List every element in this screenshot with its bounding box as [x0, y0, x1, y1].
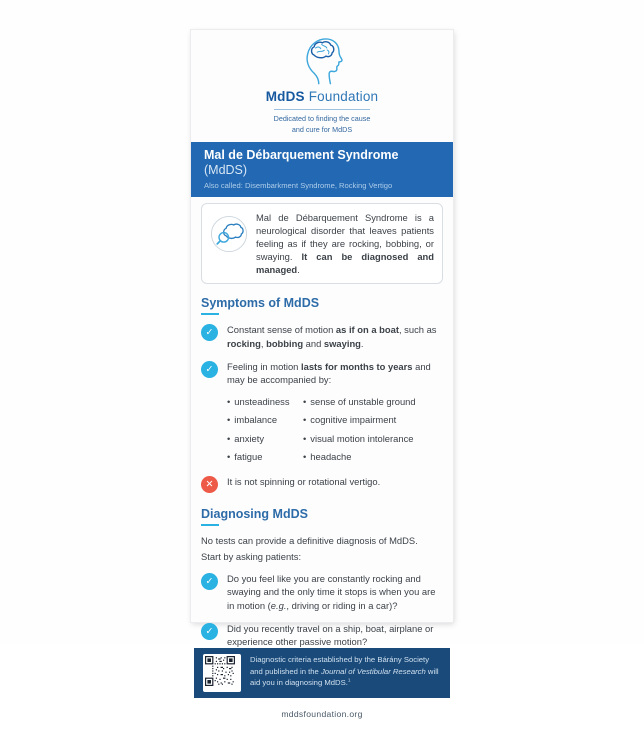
- card-body: [191, 197, 453, 648]
- list-item: • anxiety: [227, 432, 265, 444]
- diagnosing-bullet: [201, 572, 443, 611]
- bullet-dot: •: [227, 395, 231, 407]
- negative-bullet: [201, 475, 443, 493]
- tagline-line-2: and cure for MdDS: [291, 124, 353, 134]
- bullet-dot: •: [227, 432, 231, 444]
- diagnosing-intro-line-2: Start by asking patients:: [201, 550, 302, 562]
- citation-text: Diagnostic criteria established by the Bárány Society and published in the Journal of Vestibular Research will aid you in diagnosing MdDS.$^1$: [250, 655, 439, 688]
- symptom-bullet: [201, 323, 443, 349]
- brand-tagline: [191, 114, 453, 136]
- list-item: • visual motion intolerance: [303, 432, 414, 444]
- bullet-dot: •: [303, 414, 307, 426]
- list-item: • headache: [303, 451, 352, 463]
- diagnosing-intro-line-1: No tests can provide a definitive diagnosis of MdDS.: [201, 535, 418, 546]
- check-icon: ✓: [201, 623, 218, 640]
- symptom-bullet: [201, 360, 443, 386]
- page-title: Mal de Débarquement Syndrome (MdDS): [204, 147, 399, 177]
- bullet-dot: •: [303, 395, 307, 407]
- symptom-bullet-text: Constant sense of motion as if on a boat, such as rocking, bobbing and swaying.: [227, 324, 437, 349]
- symptom-sub-column-right: [303, 392, 416, 466]
- heading-accent-bar: [201, 524, 219, 526]
- check-icon: ✓: [201, 361, 218, 378]
- title-band: [191, 142, 453, 197]
- heading-accent-bar: [201, 313, 219, 315]
- intro-box: [201, 203, 443, 285]
- diagnosing-bullet: [201, 622, 443, 648]
- check-icon: ✓: [201, 324, 218, 341]
- check-icon: ✓: [201, 573, 218, 590]
- list-item: • fatigue: [227, 451, 263, 463]
- diagnosing-heading: Diagnosing MdDS: [201, 507, 308, 521]
- rack-card: [191, 30, 453, 720]
- symptom-sub-column-left: [227, 392, 303, 466]
- logo-header: [191, 30, 453, 136]
- symptom-bullet-text: Feeling in motion lasts for months to years and may be accompanied by:: [227, 360, 431, 385]
- bullet-dot: •: [303, 432, 307, 444]
- list-item: • cognitive impairment: [303, 414, 397, 426]
- bullet-dot: •: [303, 451, 307, 463]
- qr-code-icon: [203, 654, 241, 692]
- brain-magnifier-icon: [210, 215, 248, 253]
- website-url: mddsfoundation.org: [281, 709, 363, 720]
- brain-head-logo-icon: [301, 37, 343, 85]
- citation-footer: [194, 648, 450, 698]
- intro-text: Mal de Débarquement Syndrome is a neurological disorder that leaves patients feeling as if they are rocking, bobbing, or swaying. It can be diagnosed and managed.: [256, 211, 434, 276]
- symptom-sub-list: [227, 392, 443, 466]
- bullet-dot: •: [227, 414, 231, 426]
- list-item: • unsteadiness: [227, 395, 290, 407]
- logo-divider: [274, 109, 370, 110]
- x-icon: ✕: [201, 476, 218, 493]
- list-item: • imbalance: [227, 414, 278, 426]
- list-item: • sense of unstable ground: [303, 395, 416, 407]
- tagline-line-1: Dedicated to finding the cause: [273, 114, 371, 123]
- page-subtitle: Also called: Disembarkment Syndrome, Rocking Vertigo: [204, 180, 393, 190]
- diagnosing-bullet-text: Did you recently travel on a ship, boat, airplane or experience other passive motion?: [227, 622, 434, 647]
- symptoms-heading: Symptoms of MdDS: [201, 296, 320, 311]
- brand-wordmark: MdDS Foundation: [265, 89, 379, 104]
- diagnosing-bullet-text: Do you feel like you are constantly rocking and swaying and the only time it stops is when you are in motion (e.g., driving or riding in a car)?: [227, 573, 436, 611]
- bullet-dot: •: [227, 451, 231, 463]
- negative-bullet-text: It is not spinning or rotational vertigo.: [227, 476, 381, 487]
